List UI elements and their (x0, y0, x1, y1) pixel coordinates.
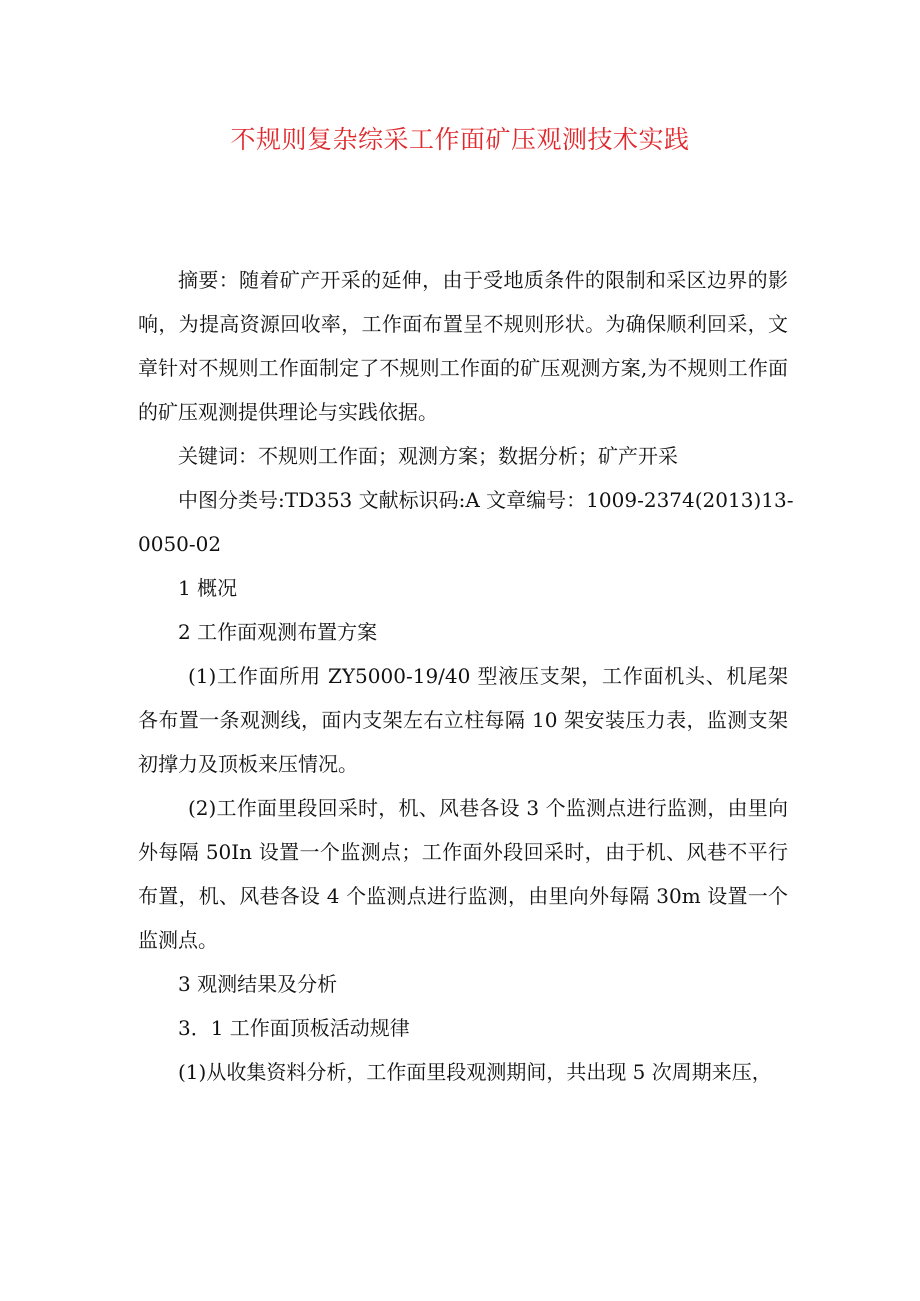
paragraph-2-1: (1)工作面所用 ZY5000-19/40 型液压支架，工作面机头、机尾架各布置一条观测线，面内支架左右立柱每隔 10 架安装压力表，监测支架初撑力及顶板来压情况。 (138, 664, 788, 776)
subsection-heading-3-1: 3．1 工作面顶板活动规律 (178, 1016, 410, 1040)
paragraph-2-2: (2)工作面里段回采时，机、风巷各设 3 个监测点进行监测，由里向外每隔 50In 设置一个监测点；工作面外段回采时，由于机、风巷不平行布置，机、风巷各设 4 个监测点进行监测，由里向外每隔 30m 设置一个监测点。 (138, 796, 788, 952)
paragraph-3-1: (1)从收集资料分析，工作面里段观测期间，共出现 5 次周期来压， (178, 1060, 772, 1084)
abstract-paragraph: 摘要：随着矿产开采的延伸，由于受地质条件的限制和采区边界的影响，为提高资源回收率，工作面布置呈不规则形状。为确保顺利回采，文章针对不规则工作面制定了不规则工作面的矿压观测方案,为不规则工作面的矿压观测提供理论与实践依据。 (138, 268, 788, 424)
classification-continuation: 0050-02 (138, 532, 222, 556)
document-body (138, 258, 794, 1094)
section-heading-2: 2 工作面观测布置方案 (178, 620, 378, 644)
classification-line: 中图分类号:TD353 文献标识码:A 文章编号：1009-2374(2013)13- (178, 488, 794, 512)
document-title: 不规则复杂综采工作面矿压观测技术实践 (230, 125, 690, 154)
section-heading-1: 1 概况 (178, 576, 238, 600)
section-heading-3: 3 观测结果及分析 (178, 972, 338, 996)
keywords-line: 关键词：不规则工作面；观测方案；数据分析；矿产开采 (178, 444, 678, 468)
